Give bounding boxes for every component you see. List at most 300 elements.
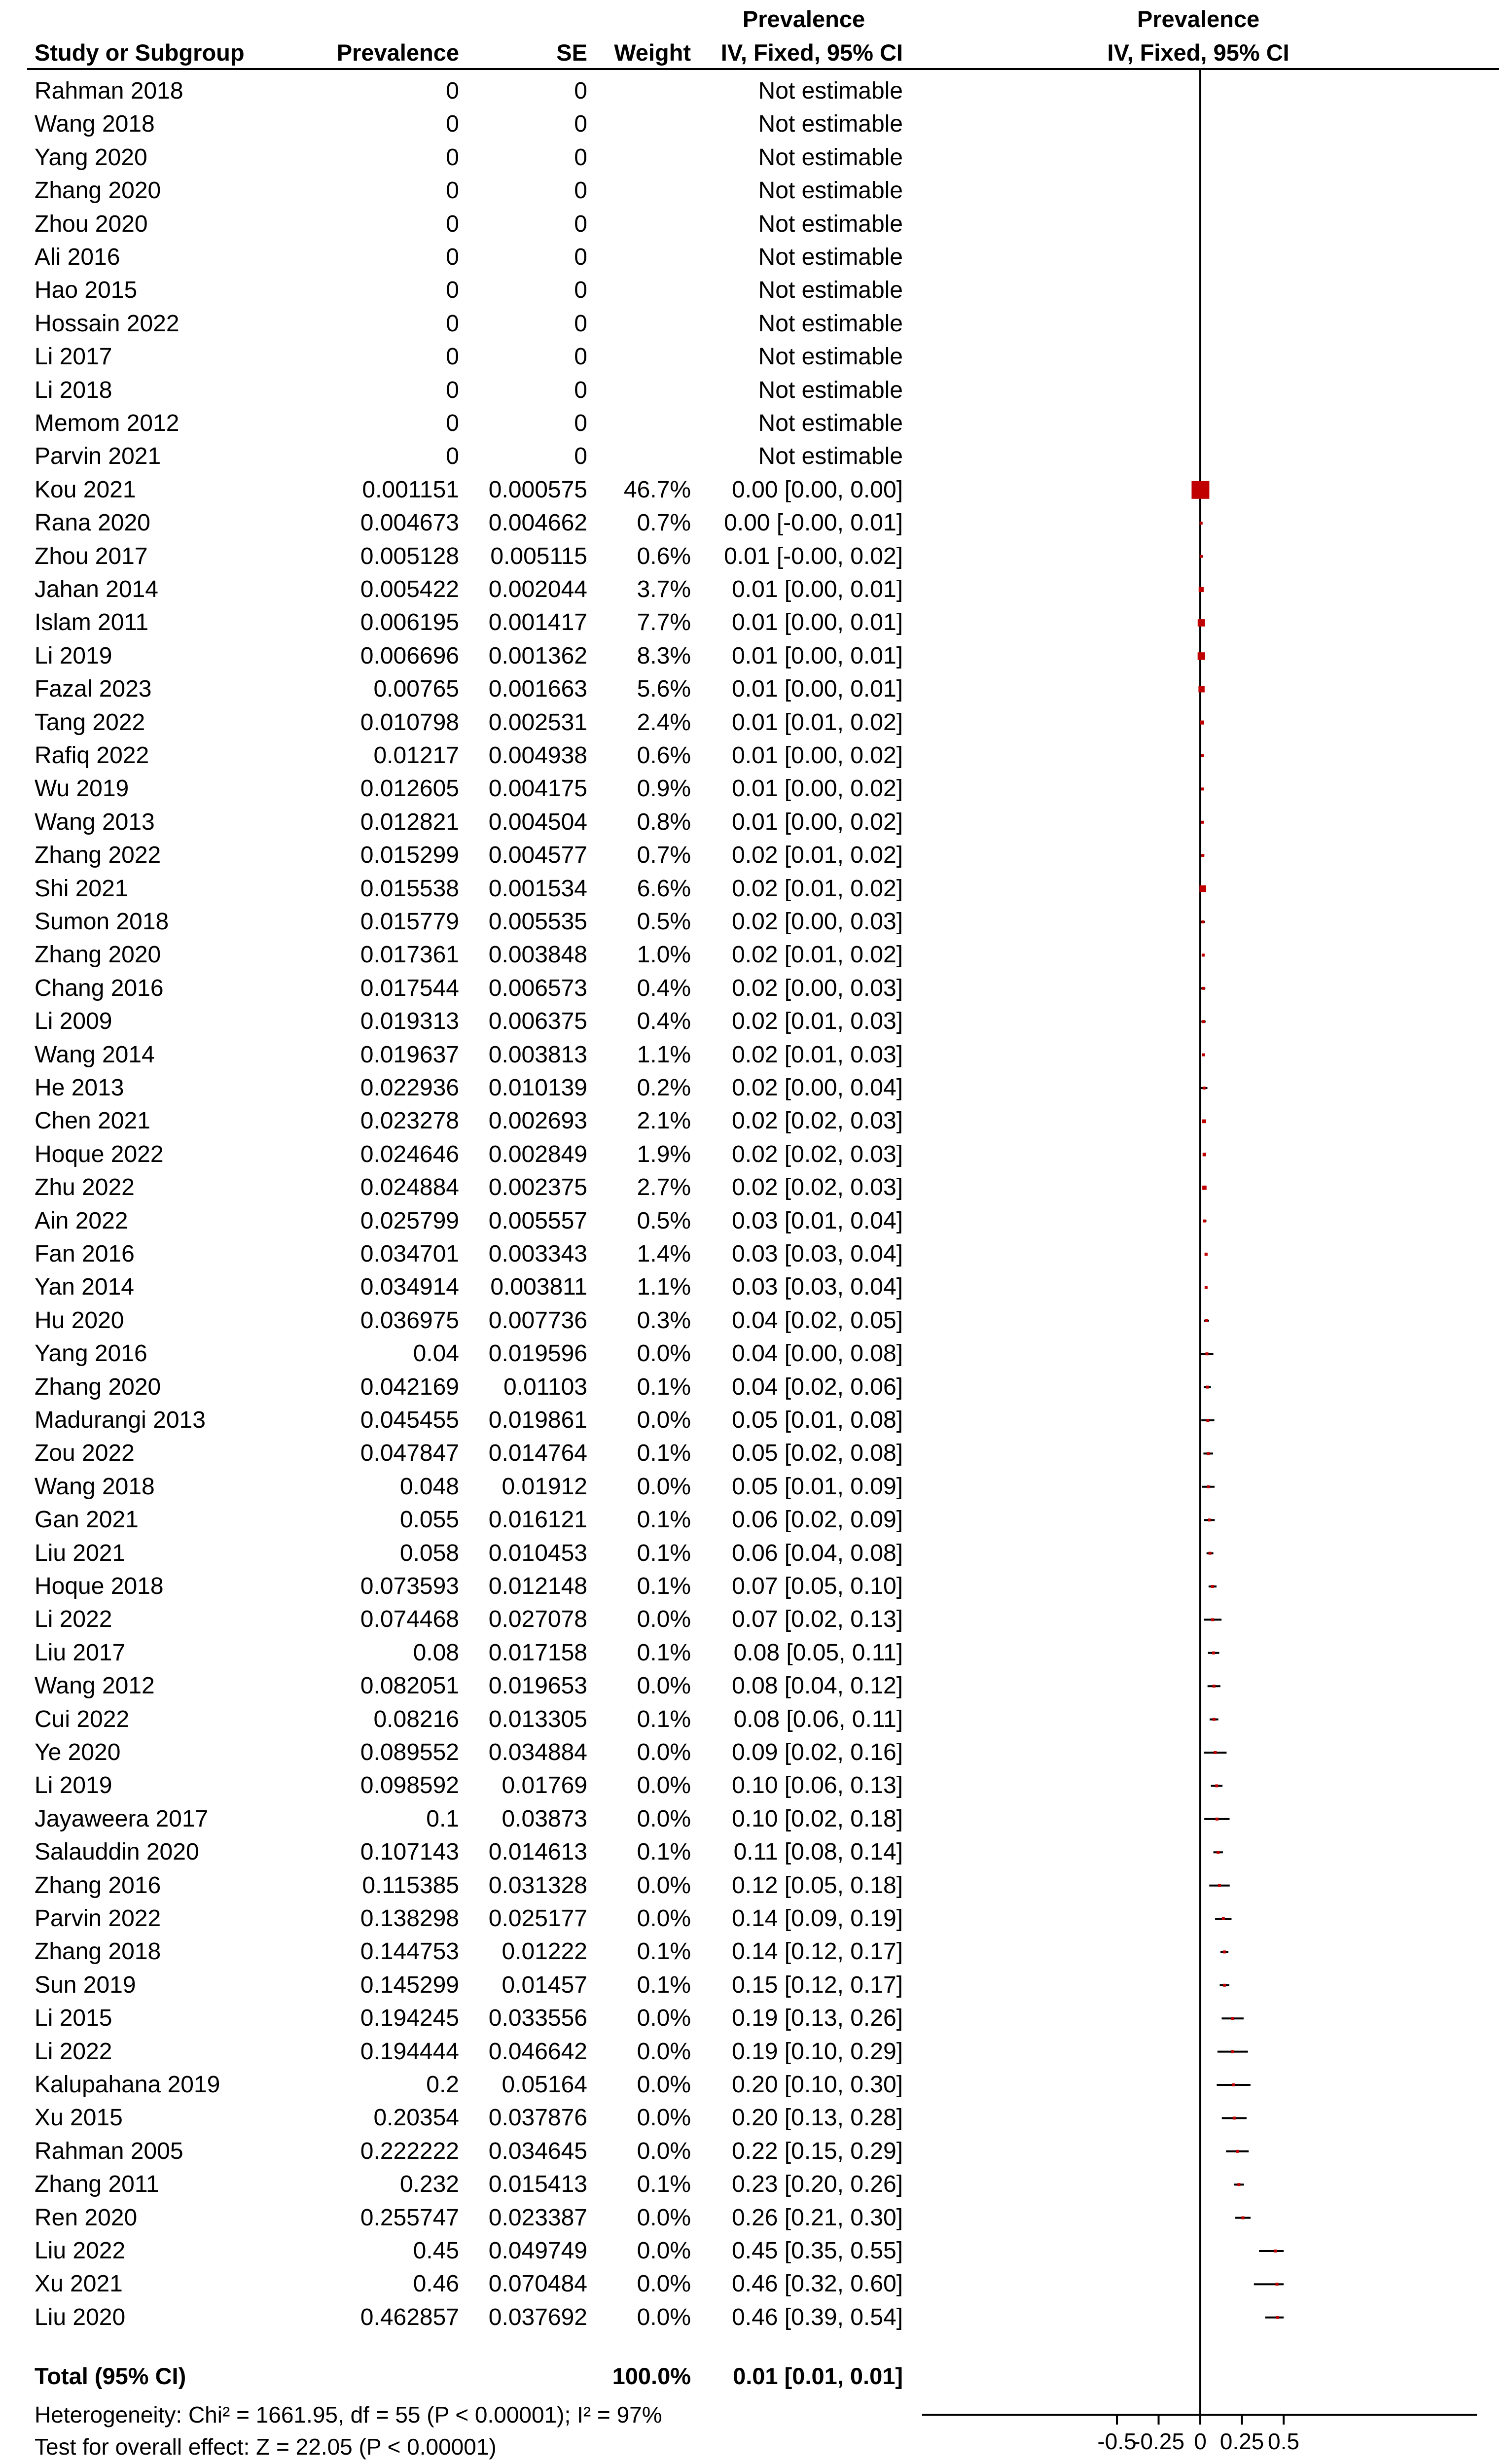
study-se: 0.003813: [488, 1041, 587, 1068]
study-ci: Not estimable: [758, 177, 903, 204]
study-marker: [1199, 587, 1204, 592]
study-se: 0.05164: [502, 2072, 587, 2098]
study-marker: [1213, 1718, 1216, 1721]
study-ci: 0.00 [-0.00, 0.01]: [724, 510, 903, 536]
study-marker: [1206, 1419, 1209, 1422]
study-marker: [1203, 1220, 1206, 1223]
study-ci: Not estimable: [758, 111, 903, 138]
study-prevalence: 0.107143: [360, 1839, 459, 1866]
study-prevalence: 0.015538: [360, 875, 459, 902]
study-weight: 0.0%: [637, 1905, 691, 1932]
study-se: 0.001417: [488, 609, 587, 636]
study-name: Li 2019: [35, 642, 112, 669]
study-name: Kalupahana 2019: [35, 2072, 220, 2098]
study-weight: 0.6%: [637, 742, 691, 769]
study-prevalence: 0.01217: [373, 742, 459, 769]
study-weight: 7.7%: [637, 609, 691, 636]
study-prevalence: 0.012605: [360, 775, 459, 802]
study-ci: 0.19 [0.10, 0.29]: [732, 2038, 903, 2065]
study-name: Ren 2020: [35, 2204, 138, 2231]
study-name: Kou 2021: [35, 476, 136, 503]
x-tick-label: -0.25: [1133, 2429, 1184, 2454]
study-ci: Not estimable: [758, 244, 903, 270]
study-name: Fan 2016: [35, 1241, 135, 1267]
study-ci: 0.14 [0.12, 0.17]: [732, 1938, 903, 1965]
study-marker: [1218, 1884, 1221, 1887]
study-prevalence: 0.034914: [360, 1274, 459, 1301]
study-prevalence: 0.115385: [362, 1872, 459, 1899]
study-prevalence: 0.46: [413, 2271, 459, 2297]
study-weight: 6.6%: [637, 875, 691, 902]
study-name: Wang 2013: [35, 809, 155, 835]
study-marker: [1217, 1851, 1220, 1854]
study-weight: 0.0%: [637, 1473, 691, 1500]
study-ci: 0.03 [0.03, 0.04]: [732, 1241, 903, 1267]
study-weight: 0.7%: [637, 510, 691, 536]
study-name: Liu 2020: [35, 2304, 126, 2330]
study-name: Hossain 2022: [35, 310, 179, 337]
study-prevalence: 0.004673: [360, 510, 459, 536]
study-se: 0.002693: [488, 1108, 587, 1134]
study-name: Cui 2022: [35, 1706, 130, 1732]
study-weight: 1.1%: [637, 1274, 691, 1301]
study-ci: 0.07 [0.02, 0.13]: [732, 1606, 903, 1633]
study-prevalence: 0.194444: [360, 2038, 459, 2065]
study-se: 0.005535: [488, 909, 587, 935]
study-marker: [1275, 2283, 1278, 2286]
study-marker: [1215, 1784, 1218, 1787]
study-prevalence: 0.024884: [360, 1174, 459, 1201]
study-name: Parvin 2022: [35, 1905, 161, 1932]
study-marker: [1201, 821, 1204, 824]
study-prevalence: 0: [446, 410, 459, 436]
study-weight: 0.0%: [637, 1407, 691, 1433]
study-se: 0: [574, 111, 587, 138]
study-weight: 0.1%: [637, 1573, 691, 1599]
study-prevalence: 0.08: [413, 1639, 459, 1666]
study-prevalence: 0.025799: [360, 1207, 459, 1234]
study-se: 0.010453: [488, 1540, 587, 1566]
study-weight: 0.8%: [637, 809, 691, 835]
study-name: Zhou 2020: [35, 211, 148, 237]
study-se: 0.015413: [488, 2171, 587, 2198]
study-name: Zhang 2022: [35, 842, 161, 869]
study-ci: 0.01 [0.00, 0.02]: [732, 742, 903, 769]
study-weight: 0.1%: [637, 1373, 691, 1400]
study-weight: 0.5%: [637, 1207, 691, 1234]
study-prevalence: 0: [446, 144, 459, 171]
study-marker: [1207, 1485, 1210, 1488]
study-ci: 0.46 [0.39, 0.54]: [732, 2304, 903, 2330]
study-ci: 0.08 [0.04, 0.12]: [732, 1673, 903, 1699]
study-name: Rana 2020: [35, 510, 150, 536]
study-prevalence: 0.047847: [360, 1440, 459, 1467]
study-se: 0.001534: [488, 875, 587, 902]
study-marker: [1198, 652, 1205, 660]
study-se: 0: [574, 377, 587, 403]
study-prevalence: 0.034701: [360, 1241, 459, 1267]
study-ci: 0.01 [0.00, 0.01]: [732, 676, 903, 703]
study-name: Liu 2017: [35, 1639, 126, 1666]
study-prevalence: 0.015299: [360, 842, 459, 869]
study-prevalence: 0.074468: [360, 1606, 459, 1633]
study-weight: 0.4%: [637, 1008, 691, 1035]
header-plot-group: Prevalence: [1137, 6, 1260, 32]
study-prevalence: 0: [446, 78, 459, 104]
study-se: 0.000575: [488, 476, 587, 503]
study-prevalence: 0.138298: [360, 1905, 459, 1932]
study-marker: [1223, 1950, 1226, 1953]
study-weight: 5.6%: [637, 676, 691, 703]
header-plot-method: IV, Fixed, 95% CI: [1107, 39, 1290, 66]
study-se: 0.037692: [488, 2304, 587, 2330]
header-study: Study or Subgroup: [35, 39, 245, 66]
study-name: Sun 2019: [35, 1971, 136, 1998]
study-name: Liu 2021: [35, 1540, 126, 1566]
study-name: Li 2018: [35, 377, 112, 403]
study-weight: 0.0%: [637, 1606, 691, 1633]
study-name: Liu 2022: [35, 2238, 126, 2264]
study-weight: 0.1%: [637, 2171, 691, 2198]
study-marker: [1237, 2183, 1240, 2186]
study-prevalence: 0.055: [399, 1507, 459, 1533]
study-marker: [1203, 1153, 1206, 1156]
study-name: Xu 2015: [35, 2105, 123, 2131]
study-se: 0: [574, 443, 587, 470]
study-marker: [1200, 721, 1204, 725]
study-marker: [1206, 1352, 1209, 1355]
study-name: Zhang 2020: [35, 942, 161, 968]
study-ci: 0.23 [0.20, 0.26]: [732, 2171, 903, 2198]
study-ci: Not estimable: [758, 211, 903, 237]
header-weight: Weight: [614, 39, 691, 66]
study-marker: [1232, 2083, 1235, 2086]
study-weight: 0.4%: [637, 975, 691, 1001]
study-se: 0.003811: [490, 1274, 587, 1301]
study-ci: 0.02 [0.02, 0.03]: [732, 1141, 903, 1167]
study-marker: [1231, 2017, 1234, 2020]
study-se: 0: [574, 211, 587, 237]
study-name: Tang 2022: [35, 709, 145, 736]
study-se: 0: [574, 177, 587, 204]
study-weight: 2.7%: [637, 1174, 691, 1201]
study-se: 0.014764: [488, 1440, 587, 1467]
study-weight: 0.6%: [637, 543, 691, 569]
study-se: 0.013305: [488, 1706, 587, 1732]
study-ci: 0.03 [0.03, 0.04]: [732, 1274, 903, 1301]
study-se: 0.023387: [488, 2204, 587, 2231]
study-prevalence: 0.089552: [360, 1739, 459, 1765]
study-ci: 0.05 [0.01, 0.08]: [732, 1407, 903, 1433]
study-name: Salauddin 2020: [35, 1839, 199, 1866]
study-marker: [1214, 1751, 1217, 1754]
study-prevalence: 0.232: [399, 2171, 459, 2198]
study-ci: 0.10 [0.02, 0.18]: [732, 1805, 903, 1832]
study-ci: 0.15 [0.12, 0.17]: [732, 1971, 903, 1998]
study-se: 0.004175: [488, 775, 587, 802]
study-se: 0: [574, 144, 587, 171]
study-name: Yang 2020: [35, 144, 147, 171]
study-ci: Not estimable: [758, 344, 903, 370]
study-se: 0.019653: [488, 1673, 587, 1699]
study-prevalence: 0.2: [426, 2072, 459, 2098]
study-se: 0.005115: [490, 543, 587, 569]
study-ci: 0.01 [0.00, 0.01]: [732, 642, 903, 669]
study-se: 0.006573: [488, 975, 587, 1001]
study-marker: [1202, 1020, 1205, 1023]
study-weight: 0.5%: [637, 909, 691, 935]
study-se: 0.012148: [488, 1573, 587, 1599]
study-name: Ain 2022: [35, 1207, 128, 1234]
study-se: 0.002531: [488, 709, 587, 736]
study-weight: 0.7%: [637, 842, 691, 869]
overall-effect-text: Test for overall effect: Z = 22.05 (P < 0.00001): [35, 2434, 497, 2460]
study-name: Islam 2011: [35, 609, 149, 636]
x-tick-label: 0.5: [1268, 2429, 1299, 2454]
study-ci: 0.07 [0.05, 0.10]: [732, 1573, 903, 1599]
study-ci: 0.05 [0.01, 0.09]: [732, 1473, 903, 1500]
study-marker: [1211, 1618, 1214, 1621]
study-se: 0.034884: [488, 1739, 587, 1765]
study-prevalence: 0.048: [399, 1473, 459, 1500]
study-marker: [1200, 522, 1203, 525]
study-marker: [1203, 1087, 1206, 1090]
study-weight: 0.1%: [637, 1639, 691, 1666]
study-name: Li 2015: [35, 2005, 112, 2032]
study-se: 0.002849: [488, 1141, 587, 1167]
study-ci: 0.02 [0.01, 0.02]: [732, 842, 903, 869]
study-prevalence: 0.022936: [360, 1075, 459, 1101]
study-prevalence: 0.017544: [360, 975, 459, 1001]
study-prevalence: 0: [446, 177, 459, 204]
study-se: 0.001663: [488, 676, 587, 703]
study-name: Gan 2021: [35, 1507, 139, 1533]
study-ci: 0.19 [0.13, 0.26]: [732, 2005, 903, 2032]
study-marker: [1205, 1319, 1208, 1322]
study-weight: 0.0%: [637, 2072, 691, 2098]
study-prevalence: 0.023278: [360, 1108, 459, 1134]
study-marker: [1202, 1120, 1206, 1124]
study-weight: 1.1%: [637, 1041, 691, 1068]
study-prevalence: 0.255747: [360, 2204, 459, 2231]
study-weight: 0.3%: [637, 1307, 691, 1334]
study-name: Hoque 2018: [35, 1573, 164, 1599]
study-ci: Not estimable: [758, 443, 903, 470]
study-marker: [1205, 1253, 1208, 1256]
study-marker: [1198, 686, 1204, 692]
study-prevalence: 0: [446, 344, 459, 370]
study-ci: Not estimable: [758, 78, 903, 104]
study-se: 0.049749: [488, 2238, 587, 2264]
study-ci: 0.10 [0.06, 0.13]: [732, 1772, 903, 1799]
study-se: 0.01103: [503, 1373, 587, 1400]
study-weight: 0.9%: [637, 775, 691, 802]
study-marker: [1205, 1286, 1208, 1289]
study-se: 0.031328: [488, 1872, 587, 1899]
study-se: 0.003848: [488, 942, 587, 968]
study-se: 0: [574, 277, 587, 304]
study-ci: 0.02 [0.01, 0.02]: [732, 875, 903, 902]
study-se: 0.014613: [488, 1839, 587, 1866]
study-name: Zhang 2018: [35, 1938, 161, 1965]
study-marker: [1202, 953, 1205, 956]
study-se: 0.027078: [488, 1606, 587, 1633]
study-ci: 0.06 [0.02, 0.09]: [732, 1507, 903, 1533]
study-se: 0.016121: [488, 1507, 587, 1533]
study-name: Rahman 2005: [35, 2138, 183, 2164]
study-ci: 0.02 [0.01, 0.03]: [732, 1008, 903, 1035]
study-prevalence: 0.019637: [360, 1041, 459, 1068]
study-name: Yang 2016: [35, 1340, 147, 1367]
study-weight: 0.0%: [637, 1739, 691, 1765]
study-prevalence: 0.001151: [362, 476, 459, 503]
study-ci: Not estimable: [758, 144, 903, 171]
study-weight: 0.0%: [637, 2038, 691, 2065]
study-se: 0.004662: [488, 510, 587, 536]
study-ci: 0.01 [0.01, 0.02]: [732, 709, 903, 736]
study-se: 0.002044: [488, 576, 587, 602]
study-se: 0.001362: [488, 642, 587, 669]
study-weight: 0.0%: [637, 2105, 691, 2131]
study-se: 0.003343: [488, 1241, 587, 1267]
study-ci: 0.01 [0.00, 0.01]: [732, 609, 903, 636]
study-weight: 0.1%: [637, 1540, 691, 1566]
study-name: Rafiq 2022: [35, 742, 149, 769]
study-marker: [1202, 1054, 1205, 1056]
study-marker: [1241, 2217, 1244, 2219]
study-name: Wang 2014: [35, 1041, 155, 1068]
study-marker: [1207, 1452, 1210, 1455]
study-marker: [1231, 2050, 1234, 2053]
study-marker: [1209, 1552, 1212, 1555]
study-name: Wu 2019: [35, 775, 129, 802]
study-marker: [1233, 2116, 1236, 2119]
study-name: Hoque 2022: [35, 1141, 164, 1167]
study-prevalence: 0.015779: [360, 909, 459, 935]
study-name: Hu 2020: [35, 1307, 124, 1334]
x-tick-label: 0.25: [1220, 2429, 1264, 2454]
study-ci: 0.01 [0.00, 0.01]: [732, 576, 903, 602]
study-prevalence: 0: [446, 277, 459, 304]
study-ci: 0.04 [0.00, 0.08]: [732, 1340, 903, 1367]
study-weight: 1.0%: [637, 942, 691, 968]
study-weight: 1.4%: [637, 1241, 691, 1267]
study-se: 0.01222: [502, 1938, 587, 1965]
study-prevalence: 0.00765: [373, 676, 459, 703]
study-prevalence: 0.019313: [360, 1008, 459, 1035]
study-name: Li 2009: [35, 1008, 112, 1035]
study-marker: [1213, 1685, 1216, 1688]
study-name: Memom 2012: [35, 410, 179, 436]
study-prevalence: 0.45: [413, 2238, 459, 2264]
study-marker: [1201, 854, 1204, 857]
study-ci: 0.08 [0.06, 0.11]: [733, 1706, 903, 1732]
study-se: 0.025177: [488, 1905, 587, 1932]
study-name: Xu 2021: [35, 2271, 123, 2297]
study-name: Ye 2020: [35, 1739, 121, 1765]
study-se: 0: [574, 310, 587, 337]
study-weight: 8.3%: [637, 642, 691, 669]
study-marker: [1201, 754, 1204, 757]
study-prevalence: 0.042169: [360, 1373, 459, 1400]
study-name: Ali 2016: [35, 244, 120, 270]
study-marker: [1206, 1386, 1209, 1389]
study-weight: 0.0%: [637, 2271, 691, 2297]
study-se: 0: [574, 344, 587, 370]
study-name: Yan 2014: [35, 1274, 134, 1301]
study-name: Zhang 2020: [35, 1373, 161, 1400]
study-weight: 46.7%: [623, 476, 691, 503]
study-ci: 0.14 [0.09, 0.19]: [732, 1905, 903, 1932]
study-weight: 0.1%: [637, 1507, 691, 1533]
study-name: Zhang 2011: [35, 2171, 159, 2198]
study-ci: 0.11 [0.08, 0.14]: [733, 1839, 903, 1866]
study-ci: 0.09 [0.02, 0.16]: [732, 1739, 903, 1765]
study-se: 0: [574, 244, 587, 270]
study-weight: 0.0%: [637, 2204, 691, 2231]
header-prevalence: Prevalence: [336, 39, 459, 66]
study-weight: 0.1%: [637, 1440, 691, 1467]
study-marker: [1201, 920, 1204, 923]
study-name: Wang 2018: [35, 1473, 155, 1500]
study-name: Jahan 2014: [35, 576, 158, 602]
study-ci: 0.46 [0.32, 0.60]: [732, 2271, 903, 2297]
header-ci-group: Prevalence: [742, 6, 865, 32]
study-se: 0.046642: [488, 2038, 587, 2065]
study-weight: 1.9%: [637, 1141, 691, 1167]
study-prevalence: 0.005128: [360, 543, 459, 569]
study-prevalence: 0.098592: [360, 1772, 459, 1799]
study-name: Sumon 2018: [35, 909, 169, 935]
study-ci: 0.45 [0.35, 0.55]: [732, 2238, 903, 2264]
study-marker: [1222, 1917, 1225, 1920]
study-se: 0: [574, 410, 587, 436]
study-ci: 0.02 [0.01, 0.02]: [732, 942, 903, 968]
study-name: Li 2022: [35, 2038, 112, 2065]
study-prevalence: 0.222222: [360, 2138, 459, 2164]
study-prevalence: 0.017361: [360, 942, 459, 968]
study-weight: 0.1%: [637, 1971, 691, 1998]
study-prevalence: 0: [446, 377, 459, 403]
study-se: 0.037876: [488, 2105, 587, 2131]
study-weight: 0.0%: [637, 1872, 691, 1899]
study-weight: 0.0%: [637, 1673, 691, 1699]
study-marker: [1208, 1518, 1211, 1521]
study-name: Zhang 2016: [35, 1872, 161, 1899]
study-weight: 3.7%: [637, 576, 691, 602]
study-marker: [1212, 1652, 1215, 1654]
study-prevalence: 0.024646: [360, 1141, 459, 1167]
study-name: Chen 2021: [35, 1108, 150, 1134]
study-name: Fazal 2023: [35, 676, 152, 703]
study-prevalence: 0.058: [399, 1540, 459, 1566]
study-ci: 0.02 [0.02, 0.03]: [732, 1108, 903, 1134]
study-name: Li 2017: [35, 344, 112, 370]
study-weight: 0.1%: [637, 1706, 691, 1732]
study-ci: 0.02 [0.00, 0.04]: [732, 1075, 903, 1101]
study-weight: 2.1%: [637, 1108, 691, 1134]
study-name: Zou 2022: [35, 1440, 135, 1467]
study-se: 0.070484: [488, 2271, 587, 2297]
study-ci: 0.02 [0.02, 0.03]: [732, 1174, 903, 1201]
study-weight: 0.0%: [637, 1805, 691, 1832]
study-ci: 0.03 [0.01, 0.04]: [732, 1207, 903, 1234]
study-prevalence: 0.082051: [360, 1673, 459, 1699]
study-se: 0.010139: [488, 1075, 587, 1101]
study-ci: 0.01 [0.00, 0.02]: [732, 775, 903, 802]
study-ci: 0.20 [0.10, 0.30]: [732, 2072, 903, 2098]
study-ci: 0.08 [0.05, 0.11]: [733, 1639, 903, 1666]
